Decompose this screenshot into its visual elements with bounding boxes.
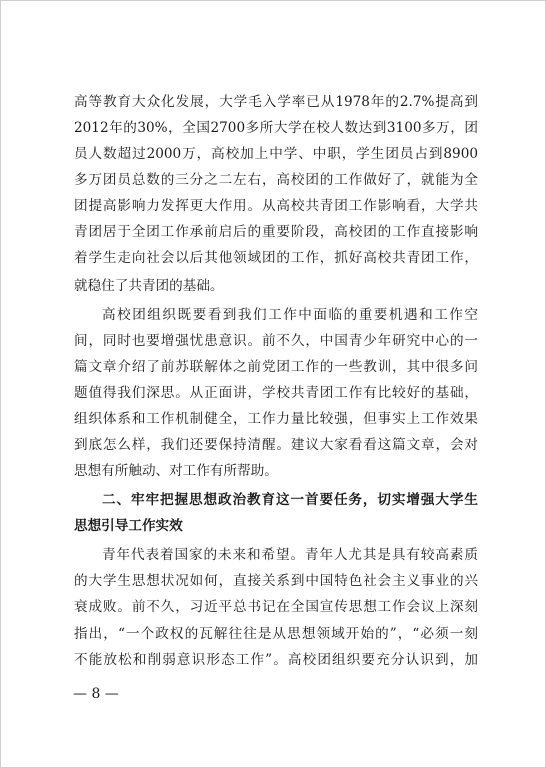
body-text-line: 指出，“一个政权的瓦解往往是从思想领域开始的”，“必须一刻 [74,626,478,642]
body-text-line: 青年代表着国家的未来和希望。青年人尤其是具有较高素质 [102,547,478,563]
body-text-line: 到底怎么样，我们还要保持清醒。建议大家看看这篇文章，会对 [74,437,478,453]
body-text-line: 团提高影响力发挥更大作用。从高校共青团工作影响看，大学共 [74,198,478,214]
body-text-line: 着学生走向社会以后其他领域团的工作，抓好高校共青团工作， [74,250,478,266]
body-text-line: 青团居于全团工作承前启后的重要阶段，高校团的工作直接影响 [74,224,478,240]
body-text-line: 不能放松和削弱意识形态工作”。高校团组织要充分认识到，加 [74,652,478,668]
body-text-line: 2012年的30%，全国2700多所大学在校人数达到3100多万，团 [74,120,478,136]
body-text-line: 高校团组织既要看到我们工作中面临的重要机遇和工作空 [102,307,478,323]
body-text-line: 组织体系和工作机制健全，工作力量比较强，但事实上工作效果 [74,411,478,427]
body-text-line: 多万团员总数的三分之二左右，高校团的工作做好了，就能为全 [74,172,478,188]
body-text-line: 的大学生思想状况如何，直接关系到中国特色社会主义事业的兴 [74,573,478,589]
body-text-line: 间，同时也要增强忧患意识。前不久，中国青少年研究中心的一 [74,333,478,349]
section-heading: 二、牢牢把握思想政治教育这一首要任务，切实增强大学生 [102,492,478,508]
page-number: — 8 — [73,686,119,702]
body-text-line: 员人数超过2000万，高校加上中学、中职，学生团员占到8900 [74,146,478,162]
body-text-line: 衰成败。前不久，习近平总书记在全国宣传思想工作会议上深刻 [74,599,478,615]
body-text-line: 高等教育大众化发展，大学毛入学率已从1978年的2.7%提高到 [74,94,478,110]
body-text-line: 题值得我们深思。从正面讲，学校共青团工作有比较好的基础， [74,385,478,401]
section-heading: 思想引导工作实效 [74,518,183,534]
body-text-line: 就稳住了共青团的基础。 [74,278,224,294]
body-text-line: 思想有所触动、对工作有所帮助。 [74,463,278,479]
body-text-line: 篇文章介绍了前苏联解体之前党团工作的一些教训，其中很多问 [74,359,478,375]
